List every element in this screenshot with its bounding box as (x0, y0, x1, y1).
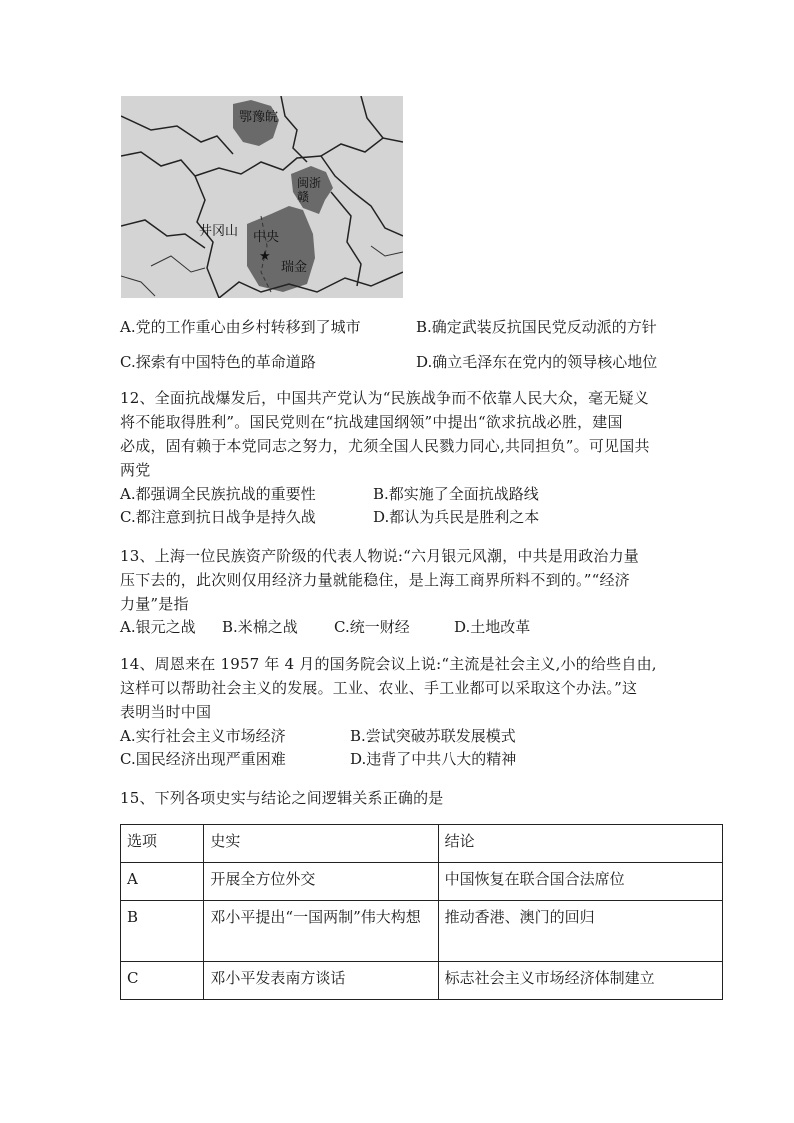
soviet-areas-map (121, 96, 403, 298)
q15-stem: 15、下列各项史实与结论之间逻辑关系正确的是 (120, 789, 444, 807)
q13-option-c[interactable]: C.统一财经 (334, 618, 410, 636)
q12-stem-line-2: 将不能取得胜利”。国民党则在“抗战建国纲领”中提出“欲求抗战必胜，建国 (120, 413, 623, 431)
q12-stem-line-4: 两党 (120, 461, 151, 479)
q14-option-c[interactable]: C.国民经济出现严重困难 (120, 750, 286, 768)
q13-option-b[interactable]: B.米棉之战 (222, 618, 298, 636)
table-row[interactable] (121, 901, 723, 962)
q11-option-d[interactable]: D.确立毛泽东在党内的领导核心地位 (416, 353, 658, 371)
map-label-minzhewan: 闽浙赣 (297, 176, 322, 204)
q12-option-b[interactable]: B.都实施了全面抗战路线 (373, 485, 539, 503)
q13-option-d[interactable]: D.土地改革 (454, 618, 531, 636)
map-label-zhongyang: 中央 (253, 230, 280, 245)
q14-option-b[interactable]: B.尝试突破苏联发展模式 (350, 727, 516, 745)
q14-stem-line-1: 14、周恩来在 1957 年 4 月的国务院会议上说:“主流是社会主义,小的给些自由, (120, 655, 657, 673)
map-label-ruijin: 瑞金 (281, 260, 308, 275)
table-cell-fact: 邓小平发表南方谈话 (204, 962, 438, 1000)
q11-option-b[interactable]: B.确定武装反抗国民党反动派的方针 (416, 318, 657, 336)
q13-stem-line-1: 13、上海一位民族资产阶级的代表人物说:“六月银元风潮，中共是用政治力量 (120, 547, 640, 565)
table-cell-fact: 开展全方位外交 (204, 863, 438, 901)
table-row[interactable] (121, 962, 723, 1000)
table-cell-conclusion: 标志社会主义市场经济体制建立 (438, 962, 722, 1000)
q12-option-c[interactable]: C.都注意到抗日战争是持久战 (120, 508, 316, 526)
q14-option-d[interactable]: D.违背了中共八大的精神 (350, 750, 517, 768)
map-label-jinggangshan: 井冈山 (199, 224, 239, 239)
table-header-cell: 结论 (438, 825, 722, 863)
table-cell-option: B (121, 901, 204, 962)
map-label-eyuwan: 鄂豫皖 (239, 110, 279, 125)
table-cell-conclusion: 推动香港、澳门的回归 (438, 901, 722, 962)
q14-stem-line-3: 表明当时中国 (120, 703, 212, 721)
q11-option-a[interactable]: A.党的工作重心由乡村转移到了城市 (120, 318, 361, 336)
table-cell-fact: 邓小平提出“一国两制”伟大构想 (204, 901, 438, 962)
table-header-cell: 史实 (204, 825, 438, 863)
table-cell-option: A (121, 863, 204, 901)
map-drawing (121, 96, 403, 298)
q12-stem-line-1: 12、全面抗战爆发后，中国共产党认为“民族战争而不依靠人民大众，毫无疑义 (120, 389, 649, 407)
q11-option-c[interactable]: C.探索有中国特色的革命道路 (120, 353, 316, 371)
table-row[interactable] (121, 863, 723, 901)
table-header-cell: 选项 (121, 825, 204, 863)
q15-table (120, 824, 723, 1000)
table-cell-conclusion: 中国恢复在联合国合法席位 (438, 863, 722, 901)
star-icon: ★ (259, 249, 271, 264)
q12-option-d[interactable]: D.都认为兵民是胜利之本 (373, 508, 540, 526)
table-cell-option: C (121, 962, 204, 1000)
q13-option-a[interactable]: A.银元之战 (120, 618, 196, 636)
q12-stem-line-3: 必成，固有赖于本党同志之努力，尤须全国人民戮力同心,共同担负”。可见国共 (120, 437, 650, 455)
q13-stem-line-2: 压下去的，此次则仅用经济力量就能稳住，是上海工商界所料不到的。”“经济 (120, 571, 630, 589)
q12-option-a[interactable]: A.都强调全民族抗战的重要性 (120, 485, 316, 503)
q13-stem-line-3: 力量”是指 (120, 595, 189, 613)
q14-option-a[interactable]: A.实行社会主义市场经济 (120, 727, 286, 745)
table-header-row (121, 825, 723, 863)
q14-stem-line-2: 这样可以帮助社会主义的发展。工业、农业、手工业都可以采取这个办法。”这 (120, 679, 638, 697)
